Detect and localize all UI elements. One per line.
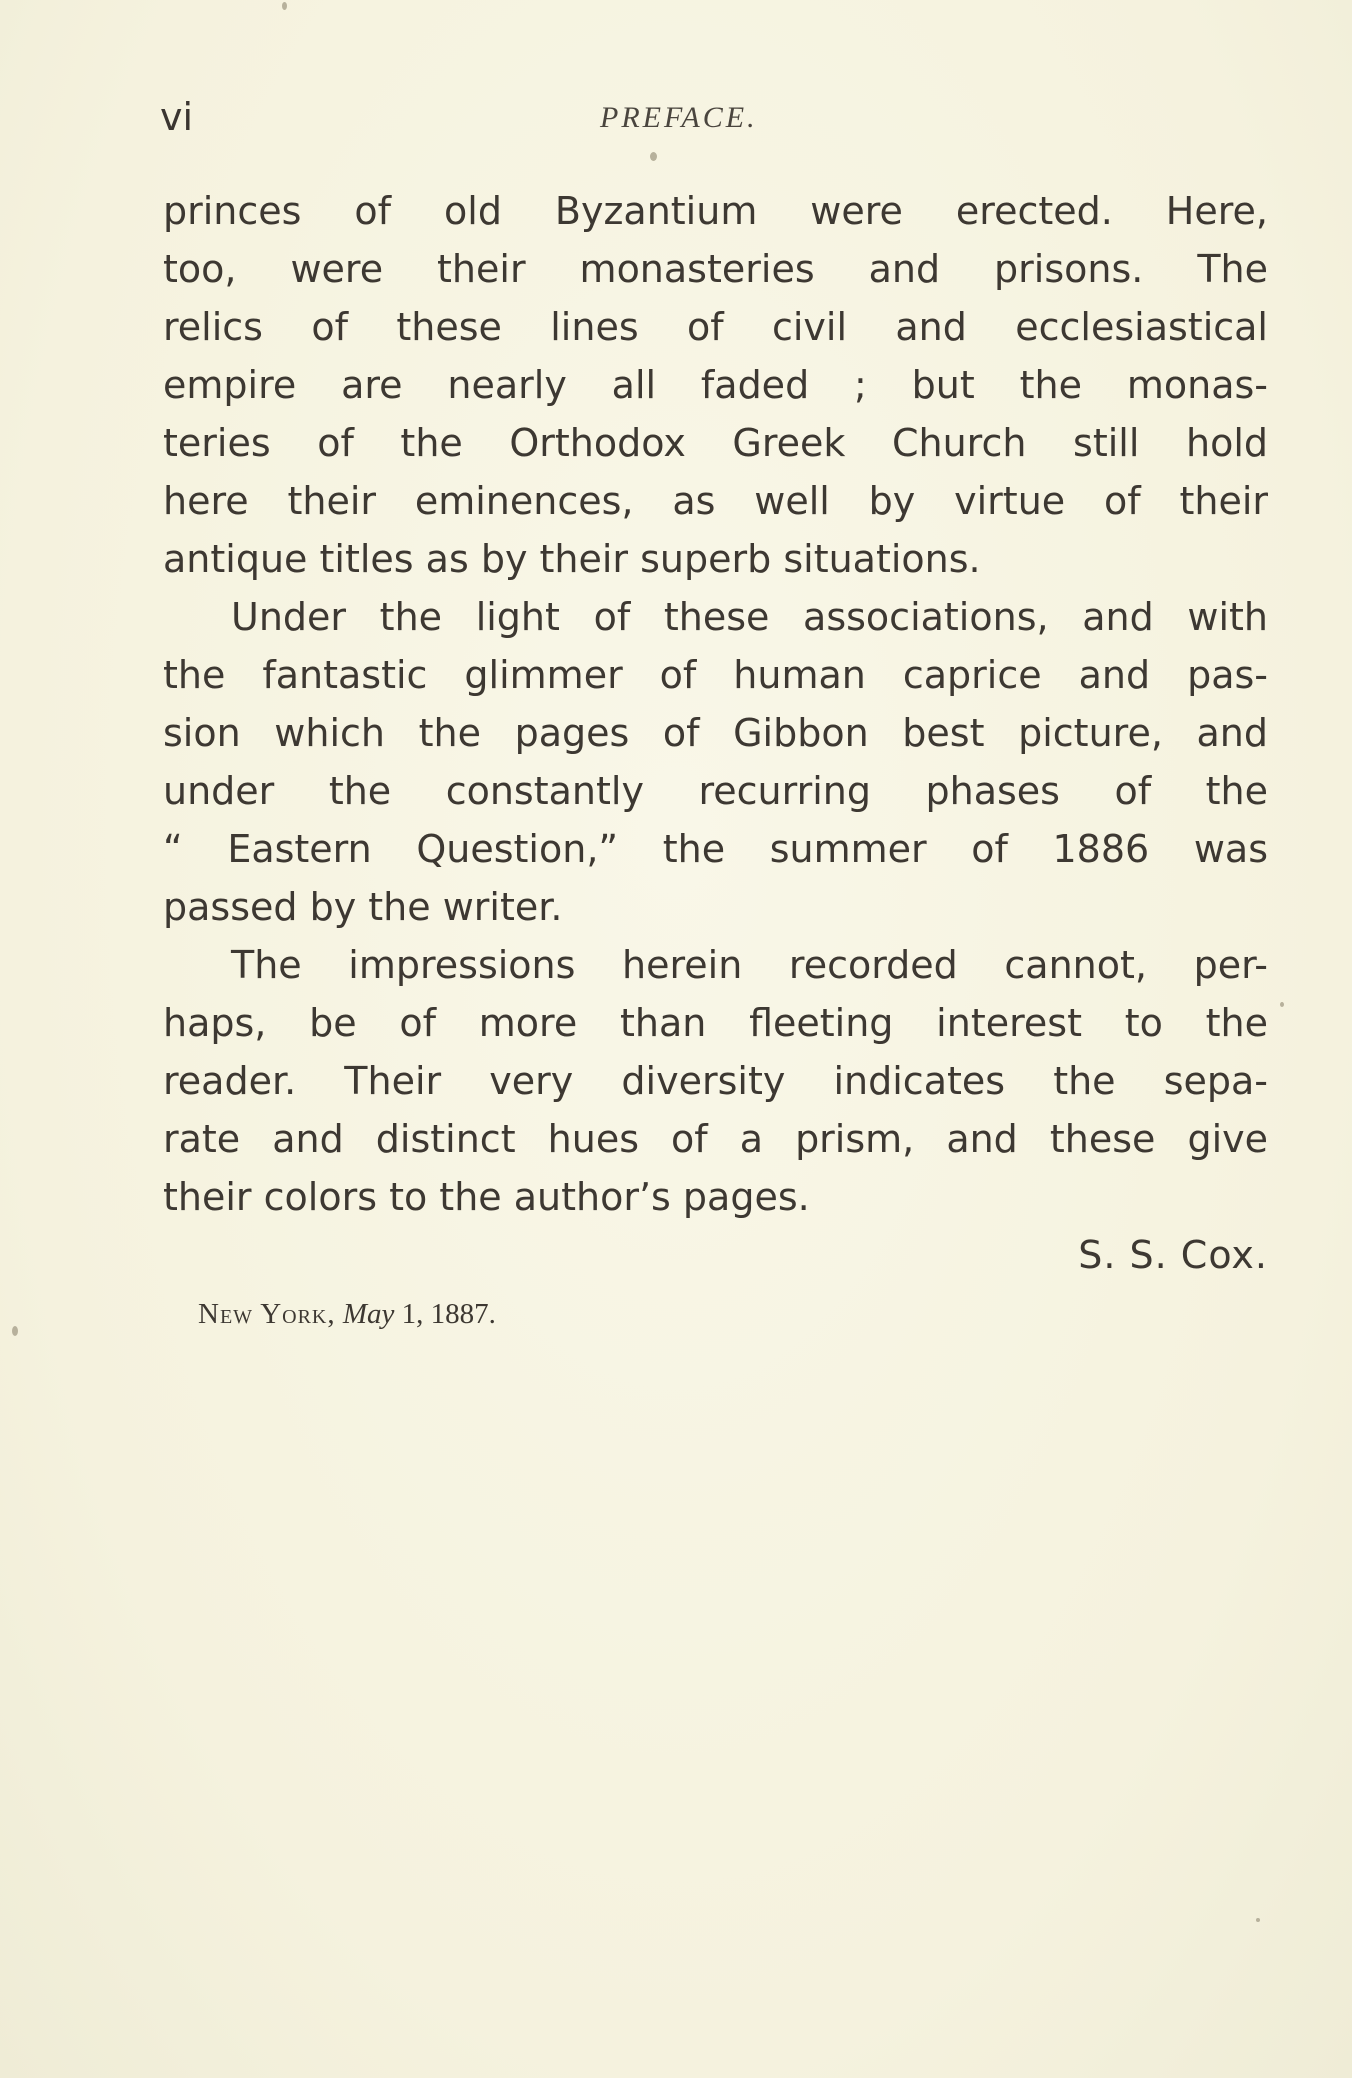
text-line: too, were their monasteries and prisons. The xyxy=(163,247,1268,291)
dateline-month: May xyxy=(342,1298,395,1330)
text-line: here their eminences, as well by virtue of their xyxy=(163,479,1268,523)
running-head xyxy=(160,95,1270,145)
dateline-place: New York, xyxy=(198,1298,336,1330)
text-line: under the constantly recurring phases of the xyxy=(163,769,1268,813)
text-line: empire are nearly all faded ; but the monas- xyxy=(163,363,1268,407)
preface-text xyxy=(163,182,1268,1226)
paper-speck xyxy=(1280,1002,1284,1007)
dateline-date: 1, 1887. xyxy=(401,1298,496,1330)
page-number: vi xyxy=(160,95,194,139)
text-line: reader. Their very diversity indicates the sepa- xyxy=(163,1059,1268,1103)
text-line: the fantastic glimmer of human caprice and pas- xyxy=(163,653,1268,697)
paper-speck xyxy=(1256,1918,1260,1922)
text-line: relics of these lines of civil and ecclesiastical xyxy=(163,305,1268,349)
paper-speck xyxy=(650,152,657,161)
author-signature: S. S. Cox. xyxy=(1078,1233,1268,1277)
text-line: The impressions herein recorded cannot, per- xyxy=(231,943,1268,987)
text-line: “ Eastern Question,” the summer of 1886 was xyxy=(163,827,1268,871)
text-line: their colors to the author’s pages. xyxy=(163,1175,810,1219)
text-line: teries of the Orthodox Greek Church still hold xyxy=(163,421,1268,465)
text-line: rate and distinct hues of a prism, and these give xyxy=(163,1117,1268,1161)
dateline xyxy=(198,1298,496,1331)
running-title: PREFACE. xyxy=(600,101,758,134)
text-line: haps, be of more than fleeting interest to the xyxy=(163,1001,1268,1045)
text-line: sion which the pages of Gibbon best picture, and xyxy=(163,711,1268,755)
text-line: princes of old Byzantium were erected. Here, xyxy=(163,189,1268,233)
text-line: passed by the writer. xyxy=(163,885,563,929)
text-line: Under the light of these associations, and with xyxy=(231,595,1268,639)
paper-speck xyxy=(12,1326,18,1336)
text-line: antique titles as by their superb situations. xyxy=(163,537,981,581)
paper-speck xyxy=(282,2,287,10)
